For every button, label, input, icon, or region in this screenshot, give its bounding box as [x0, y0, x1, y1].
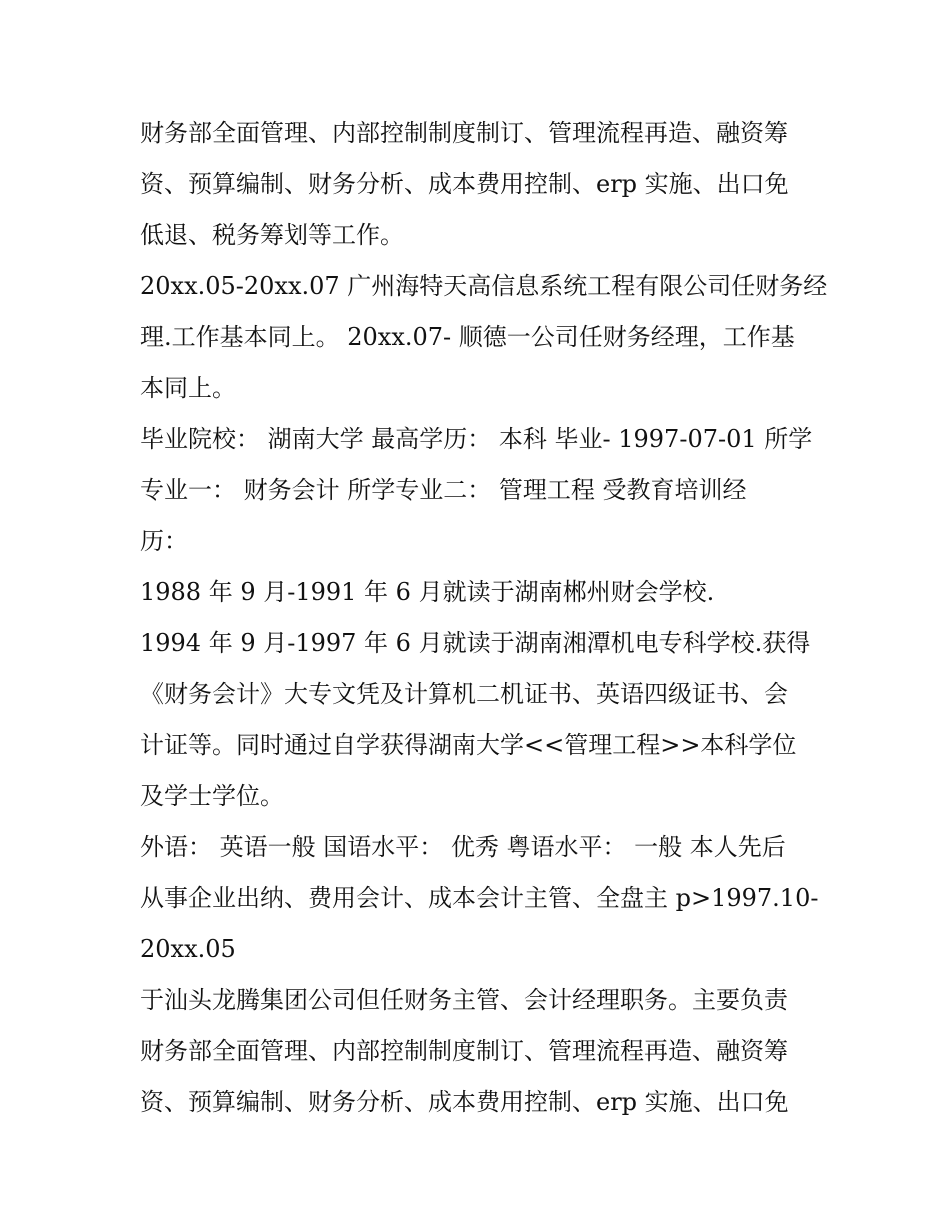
text-line: 20xx.05-20xx.07 广州海特天高信息系统工程有限公司任财务经 [140, 272, 828, 300]
text-line: 资、预算编制、财务分析、成本费用控制、erp 实施、出口免 [140, 1088, 789, 1116]
text-line: 1994 年 9 月-1997 年 6 月就读于湖南湘潭机电专科学校.获得 [140, 629, 811, 657]
text-line: 本同上。 [140, 374, 236, 402]
text-line: 20xx.05 [140, 935, 236, 963]
text-line: 及学士学位。 [140, 782, 284, 810]
text-line: 低退、税务筹划等工作。 [140, 221, 404, 249]
text-line: 财务部全面管理、内部控制制度制订、管理流程再造、融资筹 [140, 1037, 788, 1065]
text-line: 1988 年 9 月-1991 年 6 月就读于湖南郴州财会学校. [140, 578, 715, 606]
text-line: 《财务会计》大专文凭及计算机二机证书、英语四级证书、会 [140, 680, 788, 708]
document-body [140, 108, 828, 1128]
text-line: 资、预算编制、财务分析、成本费用控制、erp 实施、出口免 [140, 170, 789, 198]
text-line: 理.工作基本同上。 20xx.07- 顺德一公司任财务经理，工作基 [140, 323, 795, 351]
text-line: 于汕头龙腾集团公司但任财务主管、会计经理职务。主要负责 [140, 986, 788, 1014]
text-line: 外语： 英语一般 国语水平： 优秀 粤语水平： 一般 本人先后 [140, 833, 786, 861]
text-line: 计证等。同时通过自学获得湖南大学<<管理工程>>本科学位 [140, 731, 797, 759]
text-line: 历： [140, 527, 188, 555]
text-line: 专业一： 财务会计 所学专业二： 管理工程 受教育培训经 [140, 476, 747, 504]
text-line: 毕业院校： 湖南大学 最高学历： 本科 毕业- 1997-07-01 所学 [140, 425, 813, 453]
text-line: 财务部全面管理、内部控制制度制订、管理流程再造、融资筹 [140, 119, 788, 147]
text-line: 从事企业出纳、费用会计、成本会计主管、全盘主 p>1997.10- [140, 884, 819, 912]
